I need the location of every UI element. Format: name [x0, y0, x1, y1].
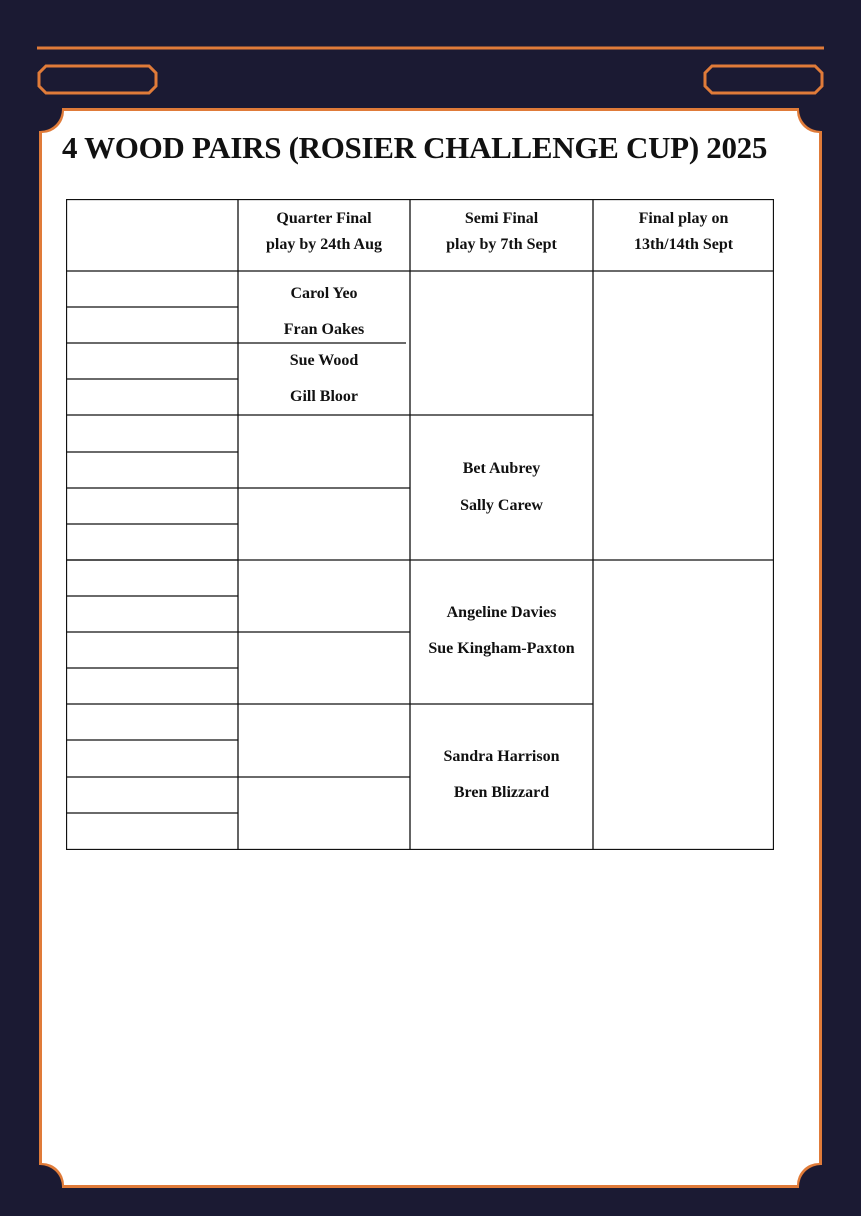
player-name: Sandra Harrison — [443, 748, 560, 765]
player-name: Gill Bloor — [290, 388, 358, 405]
final-header — [593, 206, 774, 258]
player-name: Sue Kingham-Paxton — [428, 640, 575, 657]
player-name: Carol Yeo — [290, 285, 358, 302]
final-date: 13th/14th Sept — [633, 236, 734, 253]
semi-final-pair — [410, 739, 593, 811]
draw-bracket — [66, 199, 774, 850]
semi-final-header — [410, 206, 593, 258]
semi-final-deadline: play by 7th Sept — [446, 236, 557, 253]
quarter-final-pair — [238, 343, 410, 415]
quarter-final-pair — [238, 276, 410, 348]
semi-final-title: Semi Final — [464, 210, 539, 227]
player-name: Bren Blizzard — [453, 784, 550, 801]
player-name: Sue Wood — [289, 352, 359, 369]
quarter-final-deadline: play by 24th Aug — [265, 236, 383, 253]
final-title: Final play on — [638, 210, 729, 227]
player-name: Fran Oakes — [283, 321, 365, 338]
semi-final-pair — [410, 450, 593, 524]
page-title: 4 WOOD PAIRS (ROSIER CHALLENGE CUP) 2025 — [62, 130, 768, 165]
player-name: Sally Carew — [460, 497, 543, 514]
player-name: Bet Aubrey — [462, 460, 541, 477]
quarter-final-header — [238, 206, 410, 258]
quarter-final-title: Quarter Final — [276, 210, 372, 227]
semi-final-pair — [410, 595, 593, 667]
player-name: Angeline Davies — [446, 604, 557, 621]
